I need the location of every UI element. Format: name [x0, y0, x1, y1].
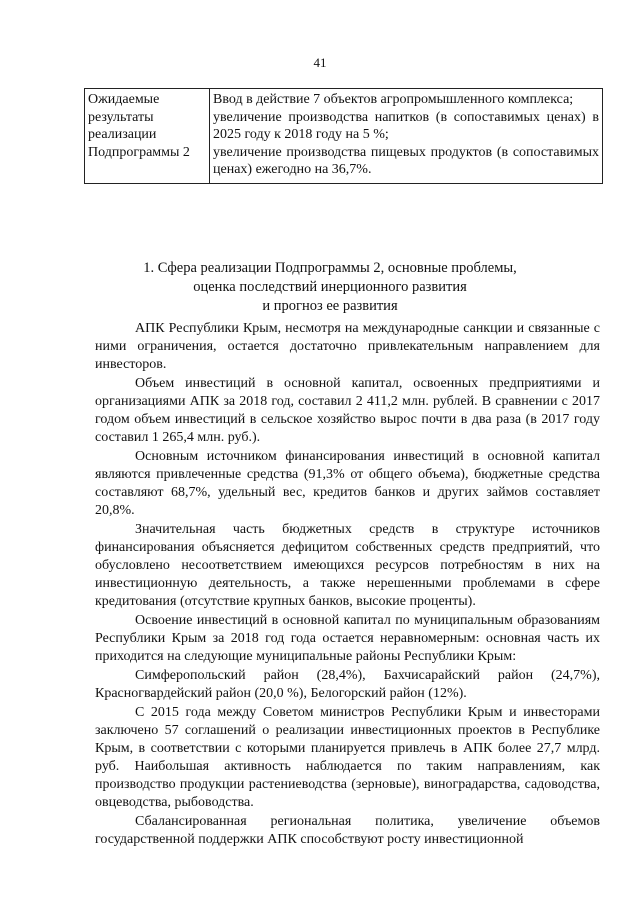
table-row: [85, 89, 603, 184]
table-value-cell: [210, 89, 603, 184]
body-text: [95, 320, 600, 850]
paragraph: С 2015 года между Советом министров Республики Крым и инвесторами заключено 57 соглашений о реализации инвестиционных проектов в Республике Крым, в соответствии с которыми планируется привлечь в АПК более 27,7 млрд. руб. Наибольшая активность наблюдается по таким направлениям, как производство продукции растениеводства (зерновые), виноградарства, садоводства, овцеводства, рыбоводства.: [95, 705, 600, 810]
paragraph: Симферопольский район (28,4%), Бахчисарайский район (24,7%), Красногвардейский район (20,0 %), Белогорский район (12%).: [95, 668, 600, 701]
label-line: реализации: [88, 127, 157, 142]
paragraph: Освоение инвестиций в основной капитал по муниципальным образованиям Республики Крым за 2018 год года остается неравномерным: основная часть их приходится на следующие муниципальные районы Республики Крым:: [95, 613, 600, 664]
result-item: Ввод в действие 7 объектов агропромышленного комплекса;: [213, 92, 574, 107]
heading-line: и прогноз ее развития: [262, 298, 398, 314]
paragraph: Основным источником финансирования инвестиций в основной капитал являются привлеченные средства (91,3% от общего объема), бюджетные средства составляют 68,7%, удельный вес, кредитов банков и других займов составляет 20,8%.: [95, 449, 600, 518]
table-label-cell: [85, 89, 210, 184]
label-line: результаты: [88, 109, 154, 125]
label-line: Подпрограммы 2: [88, 144, 190, 160]
heading-line: оценка последствий инерционного развития: [193, 279, 467, 295]
section-heading: [95, 259, 565, 316]
heading-line: 1. Сфера реализации Подпрограммы 2, основные проблемы,: [143, 260, 517, 276]
paragraph: Объем инвестиций в основной капитал, освоенных предприятиями и организациями АПК за 2018 год, составил 2 411,2 млн. рублей. В сравнении с 2017 годом объем инвестиций в сельское хозяйство вырос почти в два раза (в 2017 году составил 1 265,4 млн. руб.).: [95, 376, 600, 445]
expected-results-table: [84, 88, 603, 184]
result-item: увеличение производства пищевых продуктов (в сопоставимых ценах) ежегодно на 36,7%.: [213, 144, 599, 177]
paragraph: АПК Республики Крым, несмотря на международные санкции и связанные с ними ограничения, остается достаточно привлекательным направлением для инвесторов.: [95, 321, 600, 372]
result-item: увеличение производства напитков (в сопоставимых ценах) в 2025 году к 2018 году на 5 %;: [213, 109, 599, 142]
paragraph: Сбалансированная региональная политика, увеличение объемов государственной поддержки АПК способствуют росту инвестиционной: [95, 814, 600, 847]
label-line: Ожидаемые: [88, 92, 160, 107]
page-number: 41: [313, 55, 327, 70]
paragraph: Значительная часть бюджетных средств в структуре источников финансирования объясняется дефицитом собственных средств предприятий, что обусловлено несоответствием имеющихся ресурсов потребностям в них на инвестиционную деятельность, а также нерешенными проблемами в сфере кредитования (отсутствие крупных банков, высокие проценты).: [95, 522, 600, 609]
